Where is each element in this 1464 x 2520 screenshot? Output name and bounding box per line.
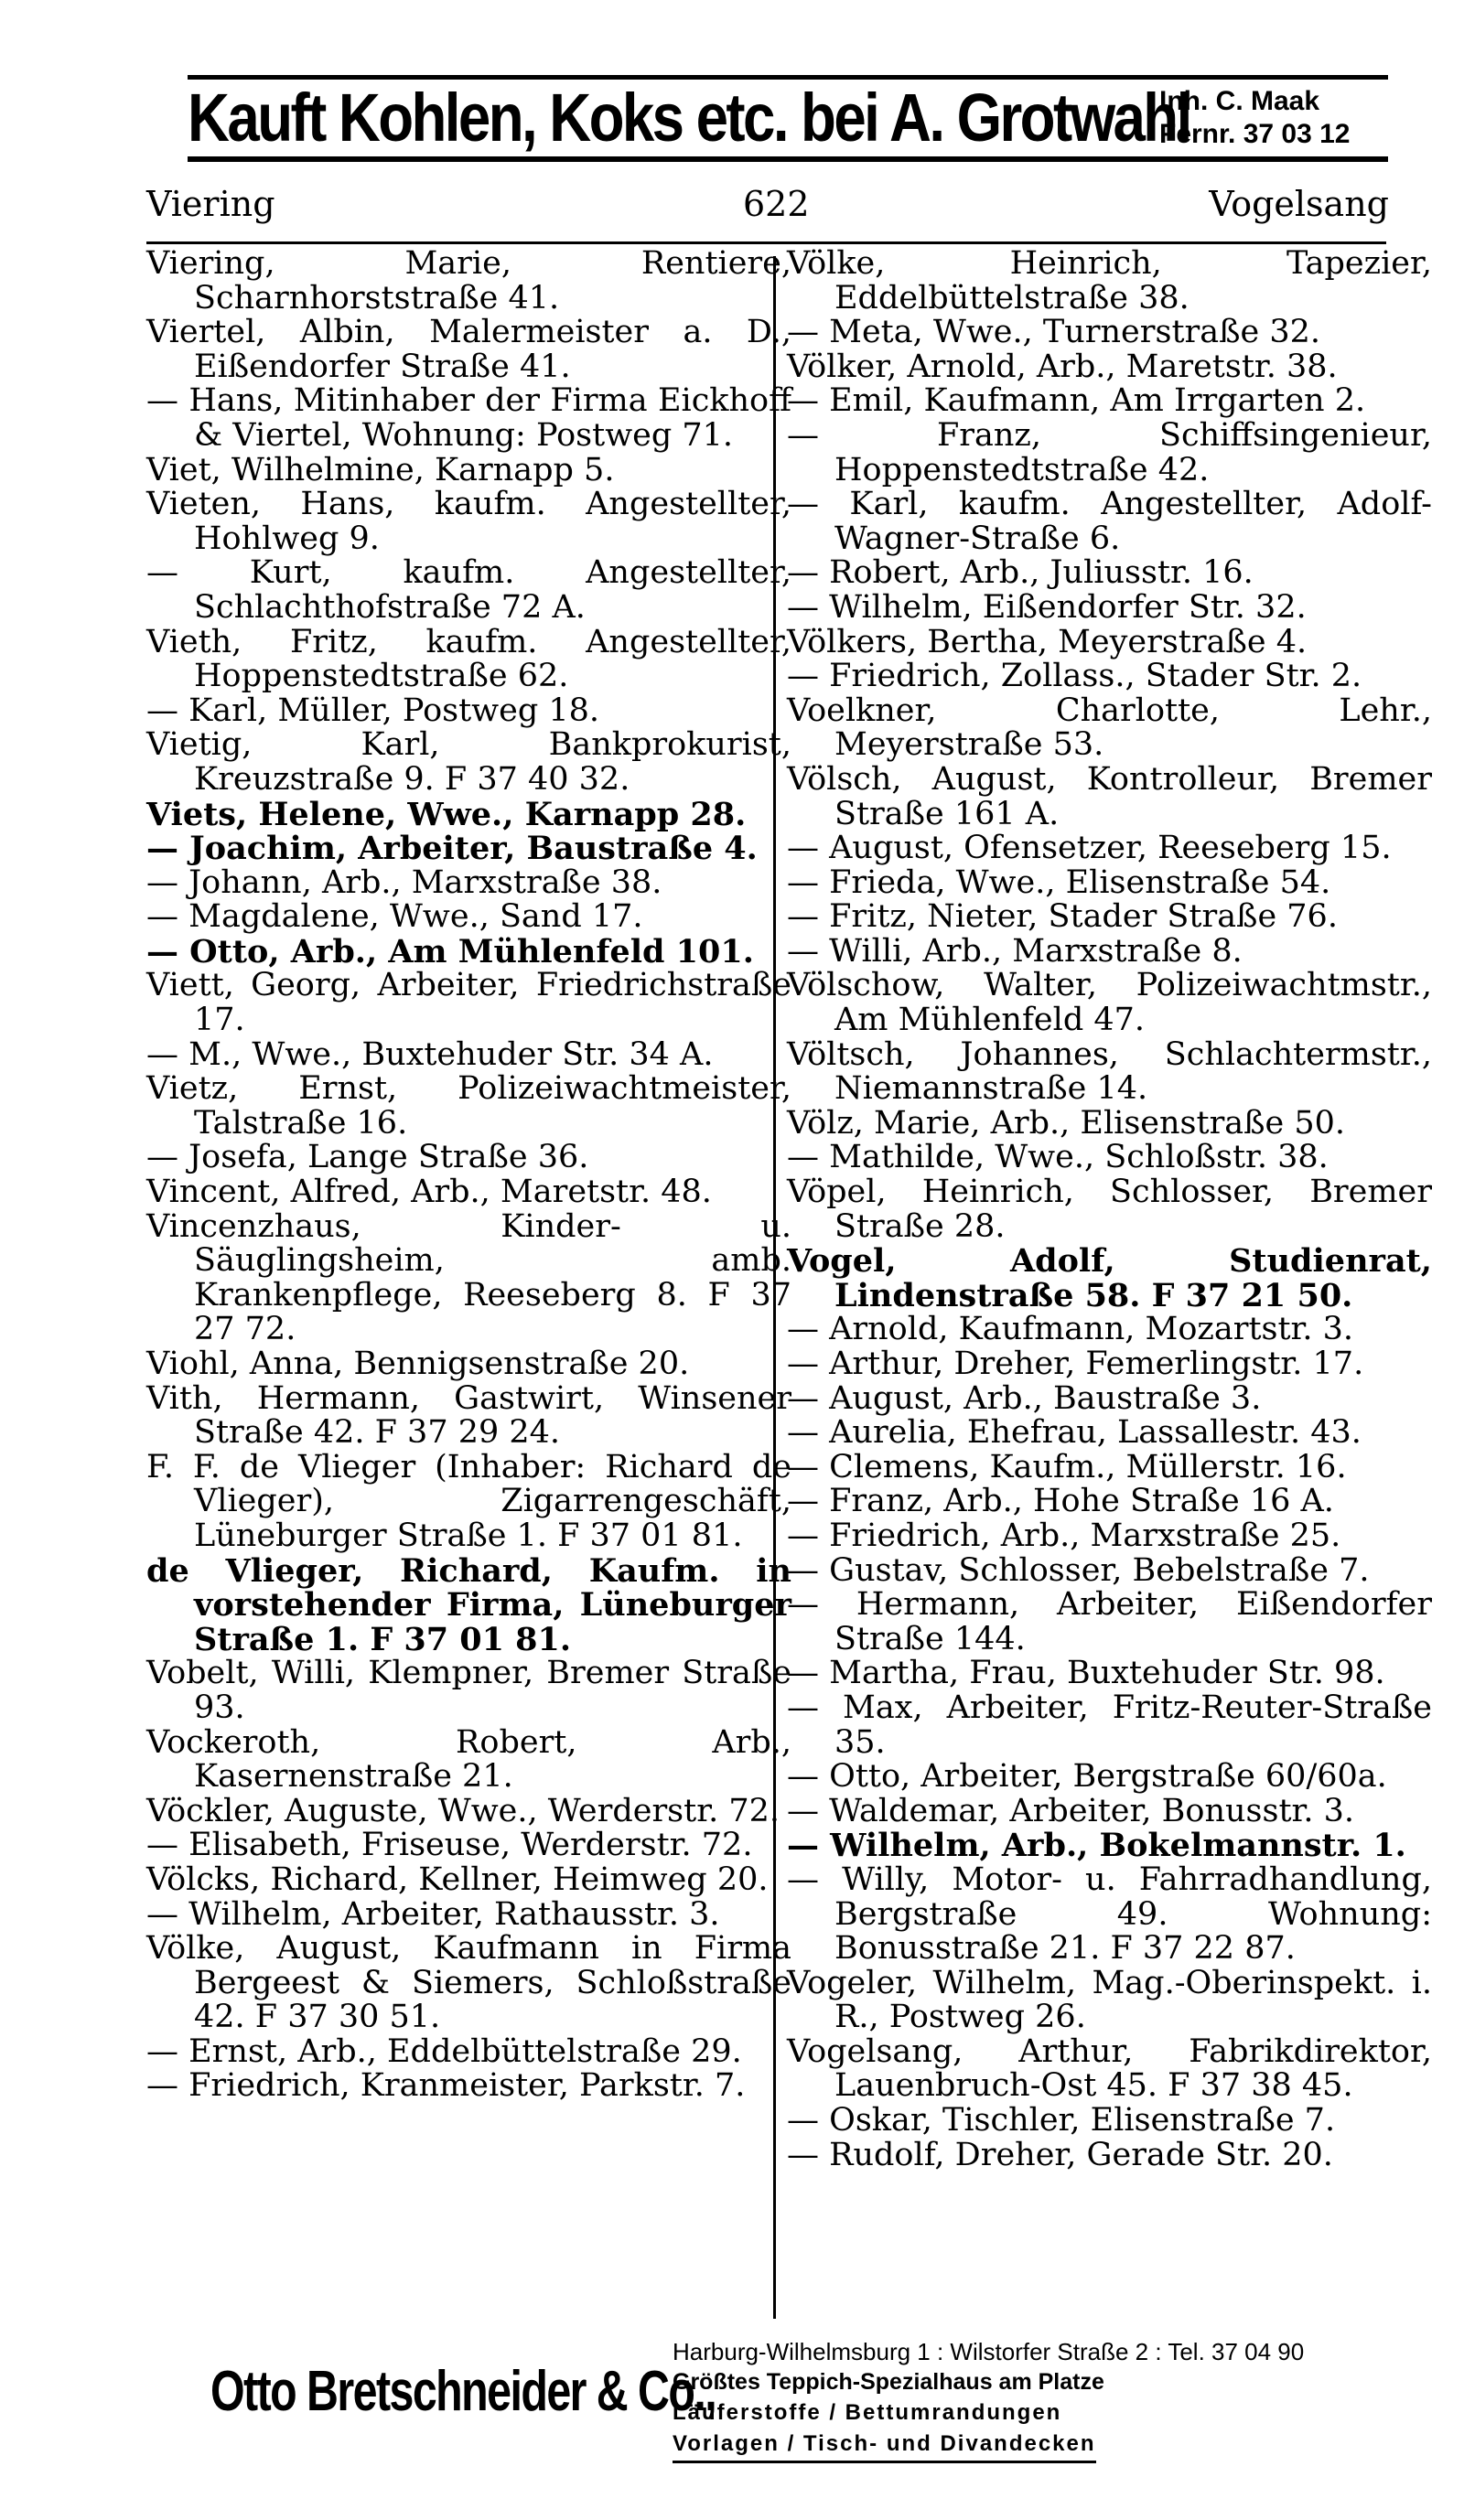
directory-entry: Völschow, Walter, Polizeiwachtmstr., Am Mühlenfeld 47. [787,967,1432,1039]
directory-entry: Vincent, Alfred, Arb., Maretstr. 48. [146,1174,712,1211]
directory-entry: — Johann, Arb., Marxstraße 38. [146,863,662,901]
directory-entry: — Elisabeth, Friseuse, Werderstr. 72. [146,1827,753,1864]
running-head-right: Vogelsang [1209,184,1389,224]
directory-entry: Völsch, August, Kontrolleur, Bremer Straße 161 A. [787,760,1432,832]
directory-entry: — Joachim, Arbeiter, Baustraße 4. [146,830,758,868]
directory-entry: Völtsch, Johannes, Schlachtermstr., Niemannstraße 14. [787,1035,1432,1108]
directory-entry: — Robert, Arb., Juliusstr. 16. [787,554,1254,592]
bottom-ad-details [673,2337,1386,2463]
bottom-ad-address: Harburg-Wilhelmsburg 1 : Wilstorfer Straße 2 : Tel. 37 04 90 [673,2338,1305,2365]
bottom-ad-firm: Otto Bretschneider & Co., [210,2360,716,2423]
directory-entry: — Otto, Arb., Am Mühlenfeld 101. [146,932,754,970]
directory-entry: — Max, Arbeiter, Fritz-Reuter-Straße 35. [787,1689,1432,1761]
directory-entry: Viering, Marie, Rentiere, Scharnhorststraße 41. [146,245,791,316]
directory-entry: Vieth, Fritz, kaufm. Angestellter, Hoppenstedtstraße 62. [146,623,791,695]
directory-entry: Völker, Arnold, Arb., Maretstr. 38. [787,348,1338,385]
bottom-advertisement [146,2337,1386,2502]
directory-entry: — Fritz, Nieter, Stader Straße 76. [787,898,1338,936]
directory-entry: — Frieda, Wwe., Elisenstraße 54. [787,863,1331,901]
directory-entry: Vockeroth, Robert, Arb., Kasernenstraße 21. [146,1723,791,1796]
top-ad-phone: Fernr. 37 03 12 [1159,119,1351,149]
bottom-ad-products-2: Vorlagen / Tisch- und Divandecken [673,2429,1096,2463]
directory-entry: — Mathilde, Wwe., Schloßstr. 38. [787,1139,1329,1176]
directory-entry: — Josefa, Lange Straße 36. [146,1139,589,1176]
directory-entry: — Martha, Frau, Buxtehuder Str. 98. [787,1655,1385,1692]
directory-entry: — Clemens, Kaufm., Müllerstr. 16. [787,1448,1347,1485]
directory-entry: — Ernst, Arb., Eddelbüttelstraße 29. [146,2032,742,2070]
directory-entry: Viett, Georg, Arbeiter, Friedrichstraße 17. [146,967,791,1039]
directory-entry: — Rudolf, Dreher, Gerade Str. 20. [787,2136,1333,2173]
directory-entry: Vogel, Adolf, Studienrat, Lindenstraße 58. F 37 21 50. [787,1242,1432,1314]
top-ad-contact [1159,85,1388,151]
top-ad-text: Kauft Kohlen, Koks etc. bei A. Grotwahl [188,80,1190,155]
directory-entry: Vincenzhaus, Kinder- u. Säuglingsheim, amb. Krankenpflege, Reeseberg 8. F 37 27 72. [146,1207,791,1348]
directory-entry: — Friedrich, Arb., Marxstraße 25. [787,1517,1341,1554]
directory-entry: — Friedrich, Zollass., Stader Str. 2. [787,658,1362,695]
directory-entry: de Vlieger, Richard, Kaufm. in vorstehender Firma, Lüneburger Straße 1. F 37 01 81. [146,1551,791,1658]
directory-entry: — Willi, Arb., Marxstraße 8. [787,932,1243,970]
directory-entry: — Otto, Arbeiter, Bergstraße 60/60a. [787,1758,1387,1796]
directory-entry: — M., Wwe., Buxtehuder Str. 34 A. [146,1035,714,1073]
directory-entry: Vietz, Ernst, Polizeiwachtmeister, Talstraße 16. [146,1070,791,1142]
bottom-ad-products-1: Läuferstoffe / Bettumrandungen [673,2400,1062,2425]
directory-entry: Völke, Heinrich, Tapezier, Eddelbüttelstraße 38. [787,245,1432,316]
directory-entry: Viets, Helene, Wwe., Karnapp 28. [146,795,747,833]
directory-entry: Vogeler, Wilhelm, Mag.-Oberinspekt. i. R., Postweg 26. [787,1964,1432,2036]
directory-entry: — Arthur, Dreher, Femerlingstr. 17. [787,1346,1364,1382]
running-head-left: Viering [146,184,275,224]
directory-entry: — Gustav, Schlosser, Bebelstraße 7. [787,1551,1370,1589]
directory-entry: — Franz, Schiffsingenieur, Hoppenstedtstraße 42. [787,416,1432,488]
header-rule [146,241,1386,244]
directory-entry: — Wilhelm, Arbeiter, Rathausstr. 3. [146,1895,720,1933]
directory-entry: — Karl, Müller, Postweg 18. [146,692,600,729]
directory-entry: Vieten, Hans, kaufm. Angestellter, Hohlweg 9. [146,486,791,557]
directory-entry: — Emil, Kaufmann, Am Irrgarten 2. [787,382,1366,420]
directory-entry: Vobelt, Willi, Klempner, Bremer Straße 93. [146,1655,791,1726]
directory-entry: Vith, Hermann, Gastwirt, Winsener Straße 42. F 37 29 24. [146,1379,791,1452]
directory-entry: — Aurelia, Ehefrau, Lassallestr. 43. [787,1414,1362,1452]
page-number: 622 [743,184,810,224]
right-column [787,247,1432,2172]
directory-entry: Vogelsang, Arthur, Fabrikdirektor, Lauenbruch-Ost 45. F 37 38 45. [787,2032,1432,2105]
top-ad-owner: Inh. C. Maak [1159,86,1320,116]
directory-entry: Viohl, Anna, Bennigsenstraße 20. [146,1346,690,1382]
directory-entry: — Willy, Motor- u. Fahrradhandlung, Bergstraße 49. Wohnung: Bonusstraße 21. F 37 22 87. [787,1861,1432,1968]
directory-entry: — Meta, Wwe., Turnerstraße 32. [787,314,1320,351]
directory-entry: Völz, Marie, Arb., Elisenstraße 50. [787,1104,1346,1142]
directory-entry: — Friedrich, Kranmeister, Parkstr. 7. [146,2067,746,2105]
directory-entry: — Wilhelm, Eißendorfer Str. 32. [787,588,1307,626]
directory-entry: — Waldemar, Arbeiter, Bonusstr. 3. [787,1792,1355,1829]
directory-entry: Vöckler, Auguste, Wwe., Werderstr. 72. [146,1792,780,1829]
directory-entry: — Magdalene, Wwe., Sand 17. [146,898,643,936]
directory-entry: — August, Arb., Baustraße 3. [787,1379,1262,1417]
directory-entry: — Hermann, Arbeiter, Eißendorfer Straße 144. [787,1586,1432,1657]
directory-entry: Vöpel, Heinrich, Schlosser, Bremer Straße 28. [787,1174,1432,1245]
directory-entry: — Karl, kaufm. Angestellter, Adolf-Wagner-Straße 6. [787,486,1432,557]
directory-entry: — Oskar, Tischler, Elisenstraße 7. [787,2102,1336,2139]
directory-entry: — Wilhelm, Arb., Bokelmannstr. 1. [787,1827,1406,1865]
directory-entry: Völke, August, Kaufmann in Firma Bergeest & Siemers, Schloßstraße 42. F 37 30 51. [146,1930,791,2036]
directory-entry: — Arnold, Kaufmann, Mozartstr. 3. [787,1311,1354,1348]
directory-entry: — August, Ofensetzer, Reeseberg 15. [787,830,1392,867]
directory-entry: — Kurt, kaufm. Angestellter, Schlachthofstraße 72 A. [146,554,791,626]
bottom-ad-slogan: Größtes Teppich-Spezialhaus am Platze [673,2369,1104,2395]
directory-entry: Völcks, Richard, Kellner, Heimweg 20. [146,1861,769,1898]
directory-entry: Viet, Wilhelmine, Karnapp 5. [146,451,615,488]
directory-entry: — Franz, Arb., Hohe Straße 16 A. [787,1483,1334,1520]
left-column [146,247,791,2104]
directory-entry: F. F. de Vlieger (Inhaber: Richard de Vlieger), Zigarrengeschäft, Lüneburger Straße 1. F 37 01 81. [146,1448,791,1554]
directory-entry: Völkers, Bertha, Meyerstraße 4. [787,623,1308,660]
directory-entry: Voelkner, Charlotte, Lehr., Meyerstraße 53. [787,692,1432,764]
top-advertisement [188,75,1388,162]
directory-entry: Viertel, Albin, Malermeister a. D., Eißendorfer Straße 41. [146,314,791,385]
directory-entry: — Hans, Mitinhaber der Firma Eickhoff & Viertel, Wohnung: Postweg 71. [146,382,791,454]
directory-entry: Vietig, Karl, Bankprokurist, Kreuzstraße 9. F 37 40 32. [146,726,791,798]
